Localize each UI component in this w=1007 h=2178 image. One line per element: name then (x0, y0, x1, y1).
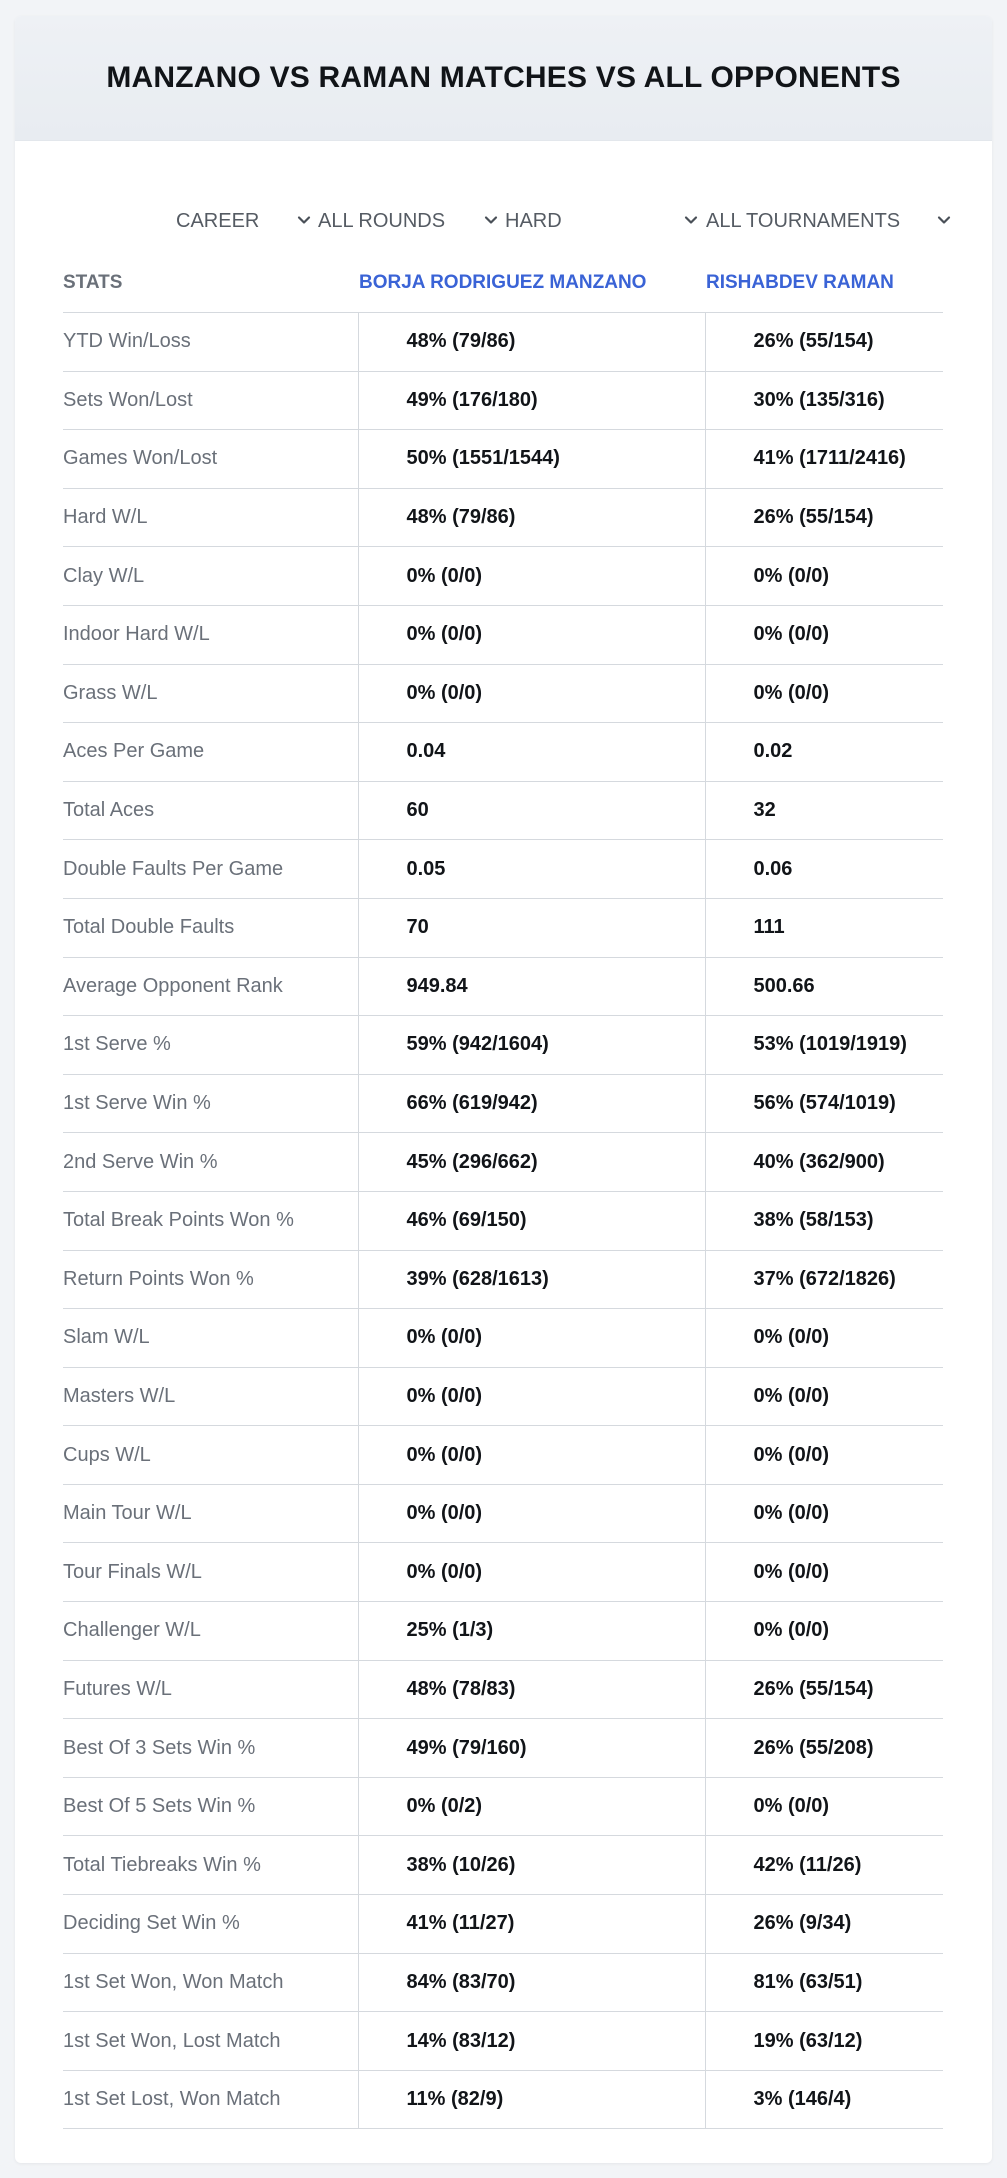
stat-name-cell: Main Tour W/L (63, 1484, 358, 1543)
table-row (63, 898, 943, 957)
player2-value-cell: 19% (63/12) (705, 2012, 943, 2071)
stat-name-cell: Total Break Points Won % (63, 1191, 358, 1250)
player2-value-cell: 26% (55/154) (705, 313, 943, 372)
player1-value-cell: 41% (11/27) (358, 1895, 705, 1954)
player2-value-cell: 26% (55/154) (705, 1660, 943, 1719)
table-row (63, 957, 943, 1016)
filter-bar (15, 196, 992, 246)
player1-value-cell: 46% (69/150) (358, 1191, 705, 1250)
table-row (63, 430, 943, 489)
player1-column-header[interactable]: BORJA RODRIGUEZ MANZANO (358, 254, 705, 313)
player2-value-cell: 500.66 (705, 957, 943, 1016)
table-row (63, 1309, 943, 1368)
player1-value-cell: 0% (0/0) (358, 605, 705, 664)
table-row (63, 1250, 943, 1309)
comparison-card (15, 16, 992, 2163)
stat-name-cell: 1st Set Lost, Won Match (63, 2070, 358, 2129)
player2-value-cell: 0% (0/0) (705, 1367, 943, 1426)
player1-value-cell: 11% (82/9) (358, 2070, 705, 2129)
table-row (63, 1133, 943, 1192)
table-row (63, 1367, 943, 1426)
player1-value-cell: 48% (79/86) (358, 488, 705, 547)
table-row (63, 840, 943, 899)
stat-name-cell: Sets Won/Lost (63, 371, 358, 430)
stat-name-cell: Aces Per Game (63, 723, 358, 782)
table-row (63, 1719, 943, 1778)
stat-name-cell: YTD Win/Loss (63, 313, 358, 372)
round-dropdown-value: ALL ROUNDS (318, 209, 446, 232)
player2-value-cell: 30% (135/316) (705, 371, 943, 430)
stat-name-cell: 1st Set Won, Lost Match (63, 2012, 358, 2071)
player2-value-cell: 53% (1019/1919) (705, 1016, 943, 1075)
player2-value-cell: 3% (146/4) (705, 2070, 943, 2129)
table-row (63, 1484, 943, 1543)
player2-value-cell: 0% (0/0) (705, 547, 943, 606)
stat-name-cell: Best Of 5 Sets Win % (63, 1777, 358, 1836)
stat-name-cell: 1st Serve % (63, 1016, 358, 1075)
table-row (63, 1836, 943, 1895)
surface-dropdown[interactable] (505, 196, 705, 246)
table-row (63, 2012, 943, 2071)
player2-value-cell: 42% (11/26) (705, 1836, 943, 1895)
stat-name-cell: Slam W/L (63, 1309, 358, 1368)
player2-value-cell: 111 (705, 898, 943, 957)
stat-name-cell: Clay W/L (63, 547, 358, 606)
table-row (63, 1074, 943, 1133)
table-row (63, 2070, 943, 2129)
player2-value-cell: 0% (0/0) (705, 664, 943, 723)
player2-value-cell: 26% (9/34) (705, 1895, 943, 1954)
player2-value-cell: 0.02 (705, 723, 943, 782)
player1-value-cell: 70 (358, 898, 705, 957)
player1-value-cell: 59% (942/1604) (358, 1016, 705, 1075)
table-row (63, 1016, 943, 1075)
player1-value-cell: 0% (0/0) (358, 1309, 705, 1368)
period-dropdown-value: CAREER (176, 209, 260, 232)
player2-value-cell: 56% (574/1019) (705, 1074, 943, 1133)
table-row (63, 1895, 943, 1954)
stat-name-cell: Masters W/L (63, 1367, 358, 1426)
table-row (63, 488, 943, 547)
player2-value-cell: 0% (0/0) (705, 605, 943, 664)
player1-value-cell: 0.05 (358, 840, 705, 899)
player2-value-cell: 41% (1711/2416) (705, 430, 943, 489)
table-row (63, 664, 943, 723)
player1-value-cell: 949.84 (358, 957, 705, 1016)
player2-value-cell: 0% (0/0) (705, 1543, 943, 1602)
stat-name-cell: 1st Serve Win % (63, 1074, 358, 1133)
player1-value-cell: 14% (83/12) (358, 2012, 705, 2071)
player1-value-cell: 38% (10/26) (358, 1836, 705, 1895)
player1-value-cell: 0% (0/0) (358, 1426, 705, 1485)
player1-value-cell: 39% (628/1613) (358, 1250, 705, 1309)
table-header-row (63, 254, 943, 313)
table-row (63, 1543, 943, 1602)
stat-name-cell: Total Aces (63, 781, 358, 840)
player1-value-cell: 0.04 (358, 723, 705, 782)
chevron-down-icon (481, 210, 501, 230)
player2-value-cell: 32 (705, 781, 943, 840)
player1-value-cell: 49% (176/180) (358, 371, 705, 430)
table-row (63, 1602, 943, 1661)
table-row (63, 605, 943, 664)
player1-value-cell: 45% (296/662) (358, 1133, 705, 1192)
stat-name-cell: Challenger W/L (63, 1602, 358, 1661)
round-dropdown[interactable] (318, 196, 503, 246)
player2-value-cell: 26% (55/208) (705, 1719, 943, 1778)
table-row (63, 1426, 943, 1485)
tournament-dropdown[interactable] (706, 196, 956, 246)
player1-value-cell: 66% (619/942) (358, 1074, 705, 1133)
player1-value-cell: 49% (79/160) (358, 1719, 705, 1778)
stat-name-cell: Return Points Won % (63, 1250, 358, 1309)
player2-value-cell: 38% (58/153) (705, 1191, 943, 1250)
stat-name-cell: Cups W/L (63, 1426, 358, 1485)
surface-dropdown-value: HARD (505, 209, 562, 232)
table-row (63, 1191, 943, 1250)
table-row (63, 313, 943, 372)
player2-value-cell: 0.06 (705, 840, 943, 899)
stat-name-cell: Deciding Set Win % (63, 1895, 358, 1954)
card-header (15, 16, 992, 141)
chevron-down-icon (681, 210, 701, 230)
player1-value-cell: 60 (358, 781, 705, 840)
player2-column-header[interactable]: RISHABDEV RAMAN (705, 254, 943, 313)
player1-value-cell: 0% (0/0) (358, 1484, 705, 1543)
player2-value-cell: 0% (0/0) (705, 1777, 943, 1836)
stat-name-cell: Total Tiebreaks Win % (63, 1836, 358, 1895)
table-row (63, 781, 943, 840)
player1-value-cell: 25% (1/3) (358, 1602, 705, 1661)
player1-value-cell: 0% (0/2) (358, 1777, 705, 1836)
stat-name-cell: Grass W/L (63, 664, 358, 723)
stats-table (63, 254, 943, 2129)
stat-name-cell: 2nd Serve Win % (63, 1133, 358, 1192)
stat-name-cell: Tour Finals W/L (63, 1543, 358, 1602)
player2-value-cell: 0% (0/0) (705, 1602, 943, 1661)
table-row (63, 1660, 943, 1719)
player2-value-cell: 37% (672/1826) (705, 1250, 943, 1309)
player1-value-cell: 48% (79/86) (358, 313, 705, 372)
player2-value-cell: 40% (362/900) (705, 1133, 943, 1192)
chevron-down-icon (294, 210, 314, 230)
table-row (63, 723, 943, 782)
player1-value-cell: 84% (83/70) (358, 1953, 705, 2012)
player1-value-cell: 50% (1551/1544) (358, 430, 705, 489)
player1-value-cell: 0% (0/0) (358, 664, 705, 723)
stat-name-cell: Indoor Hard W/L (63, 605, 358, 664)
stats-table-body (63, 313, 943, 2129)
stat-name-cell: 1st Set Won, Won Match (63, 1953, 358, 2012)
stat-name-cell: Double Faults Per Game (63, 840, 358, 899)
table-row (63, 1777, 943, 1836)
table-row (63, 371, 943, 430)
page-title: MANZANO VS RAMAN MATCHES VS ALL OPPONENTS (106, 61, 901, 94)
stat-name-cell: Hard W/L (63, 488, 358, 547)
tournament-dropdown-value: ALL TOURNAMENTS (706, 209, 901, 232)
table-row (63, 1953, 943, 2012)
player2-value-cell: 81% (63/51) (705, 1953, 943, 2012)
player2-value-cell: 0% (0/0) (705, 1426, 943, 1485)
chevron-down-icon (934, 210, 954, 230)
player1-value-cell: 48% (78/83) (358, 1660, 705, 1719)
stat-name-cell: Games Won/Lost (63, 430, 358, 489)
stat-name-cell: Average Opponent Rank (63, 957, 358, 1016)
player1-value-cell: 0% (0/0) (358, 547, 705, 606)
player2-value-cell: 0% (0/0) (705, 1484, 943, 1543)
player2-value-cell: 0% (0/0) (705, 1309, 943, 1368)
stat-name-cell: Total Double Faults (63, 898, 358, 957)
player1-value-cell: 0% (0/0) (358, 1367, 705, 1426)
stat-name-cell: Futures W/L (63, 1660, 358, 1719)
player2-value-cell: 26% (55/154) (705, 488, 943, 547)
player1-value-cell: 0% (0/0) (358, 1543, 705, 1602)
table-row (63, 547, 943, 606)
period-dropdown[interactable] (176, 196, 316, 246)
stats-column-header: STATS (63, 254, 358, 313)
stat-name-cell: Best Of 3 Sets Win % (63, 1719, 358, 1778)
